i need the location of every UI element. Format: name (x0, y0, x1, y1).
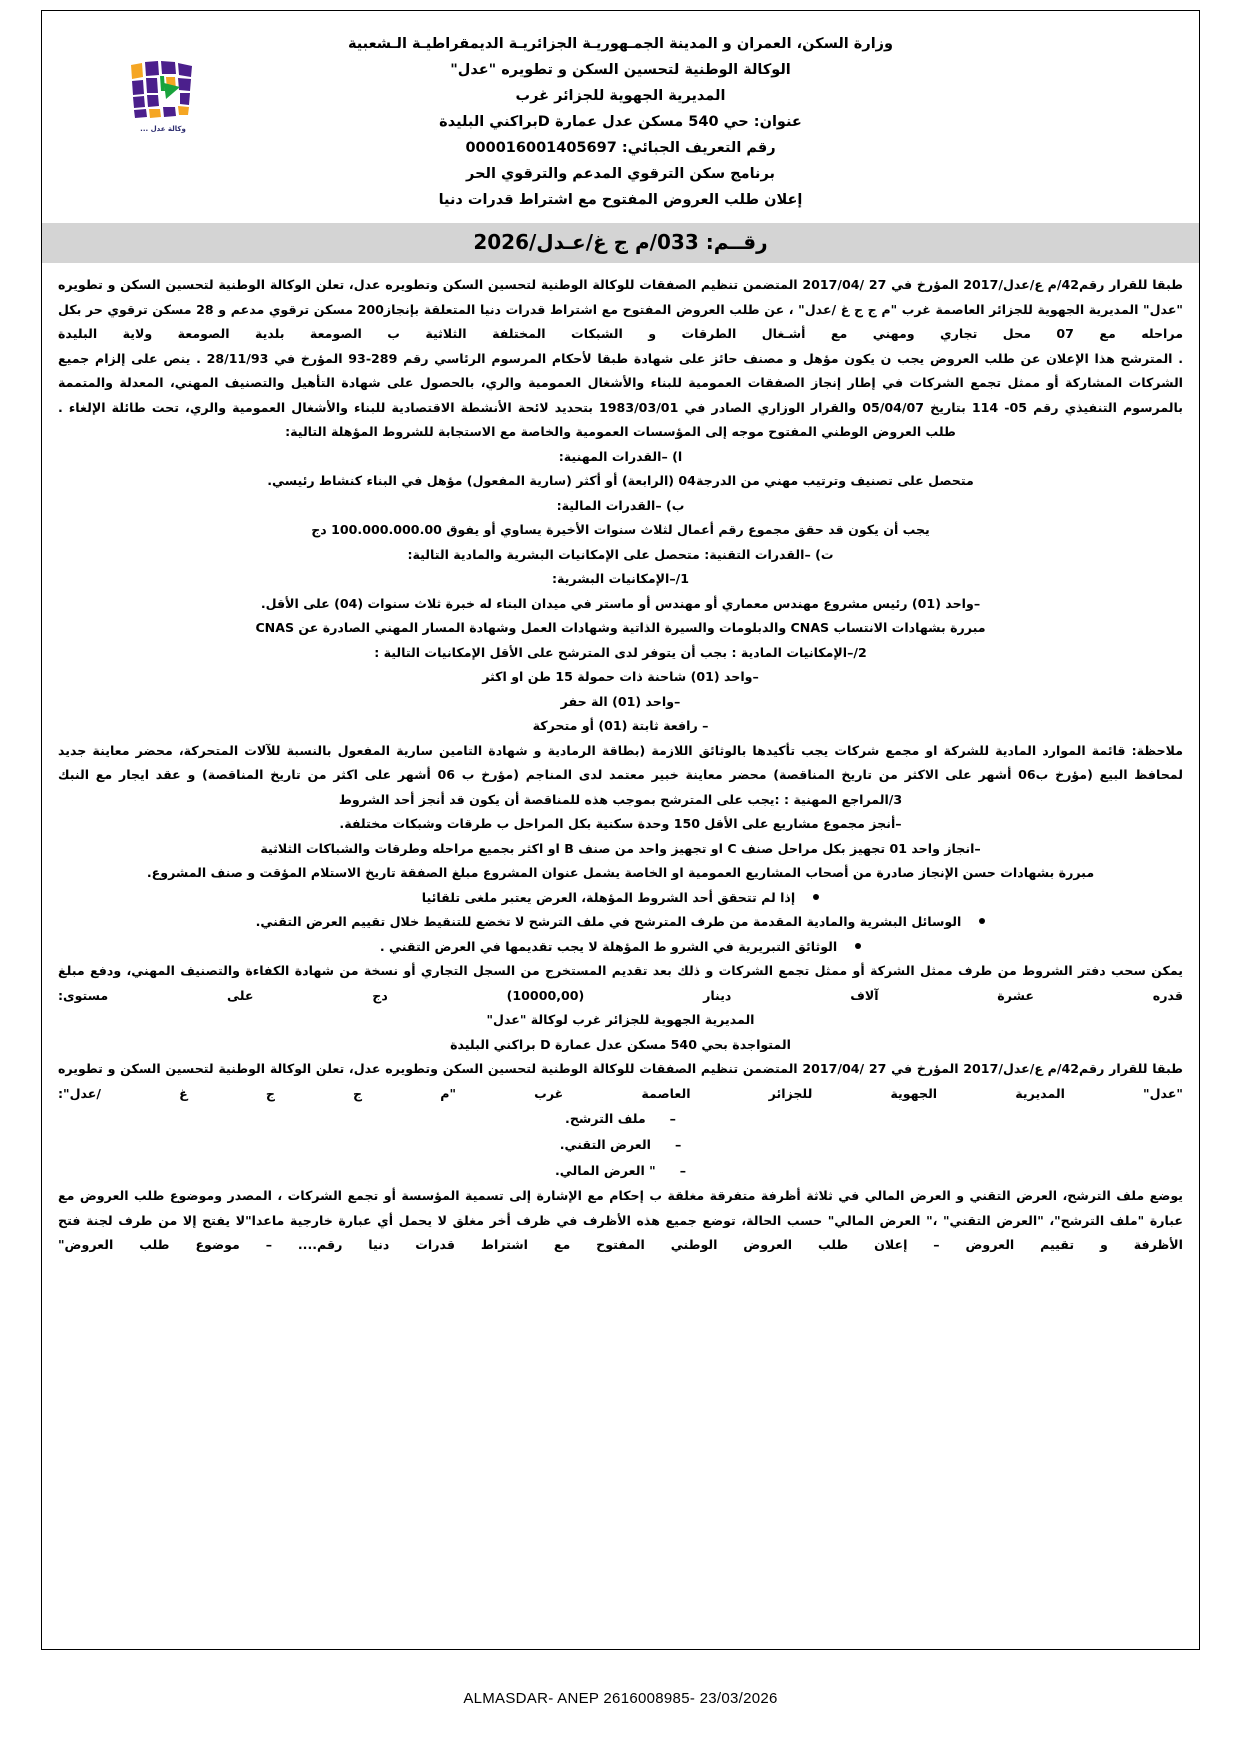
header-line-program: برنامج سكن الترقوي المدعم والترقوي الحر (466, 166, 775, 182)
agency-logo (120, 57, 206, 133)
pickup-address-line-1: المديرية الجهوية للجزائر غرب لوكالة "عدل" (486, 1012, 755, 1027)
bullet-text: الوثائق التبريرية في الشرو ط المؤهلة لا يجب تقديمها في العرض التقني . (379, 938, 838, 954)
section-c2-item-1: –واحد (01) شاحنة ذات حمولة 15 طن او اكثر (482, 669, 759, 684)
header-line-address: عنوان: حي 540 مسكن عدل عمارة Dبراكني البليدة (439, 114, 802, 130)
header-line-notice-type: إعلان طلب العروض المفتوح مع اشتراط قدرات دنيا (438, 192, 803, 208)
intro-paragraph-2: . المترشح هذا الإعلان عن طلب العروض يجب ن يكون مؤهل و مصنف حائز على شهادة طبقا لأحكام المرسوم الرئاسي رقم 289-93 المؤرخ في 28/11/93 . ينص على إلزام جميع الشركات المشاركة أو ممثل تجمع الشركات في إطار إنجاز الصفقات العمومية للبناء والأشغال العمومية والري، بالحصول على شهادة التأهيل والتصنيف المهني، المعدلة والمتممة بالمرسوم التنفيذي رقم 05- 114 بتاريخ 05/04/07 والقرار الوزاري الصادر في 1983/03/01 بتحديد لائحة الأنشطة الاقتصادية للبناء والأشغال العمومية والري، تحت طائلة الإلغاء . (58, 350, 1183, 415)
list-item (58, 1158, 1183, 1184)
section-c-title: ت) –القدرات التقنية: متحصل على الإمكانيات البشرية والمادية التالية: (407, 546, 834, 562)
list-item (58, 935, 1183, 960)
document-body (58, 273, 1183, 1258)
addressed-to-line: طلب العروض الوطني المفتوح موجه إلى المؤسسات العمومية والخاصة مع الاستجابة للشروط المؤهلة التالية: (285, 424, 956, 439)
header-line-directorate: المديرية الجهوية للجزائر غرب (515, 88, 726, 104)
section-c2-item-2: –واحد (01) الة حفر (560, 693, 681, 709)
list-item (58, 886, 1183, 911)
bullet-dot-icon (979, 918, 985, 924)
list-item (58, 1106, 1183, 1132)
header-line-ministry: وزارة السكن، العمران و المدينة الجمـهوريـة الجزائريـة الديمقراطيـة الـشعبية (347, 36, 894, 52)
section-3-title: 3/المراجع المهنية : :يجب على المترشح بموجب هذه للمناقصة أن يكون قد أنجز أحد الشروط (338, 791, 903, 807)
section-a-text: متحصل على تصنيف وترتيب مهني من الدرجة04 (الرابعة) أو أكثر (سارية المفعول) مؤهل في البناء كنشاط رئيسي. (267, 473, 974, 488)
header-line-tax-id: رقم التعريف الجبائي: 000016001405697 (465, 140, 776, 156)
section-c2-title: 2/–الإمكانيات المادية : بجب أن يتوفر لدى المترشح على الأقل الإمكانيات التالية : (374, 644, 867, 660)
final-submission-paragraph: يوضع ملف الترشح، العرض التقني و العرض المالي في ثلاثة أظرفة متفرقة مغلقة ب إحكام مع الإشارة إلى تسمية المؤسسة أو تجمع الشركات ، المصدر وموضوع طلب العروض مع عبارة "ملف الترشح"، "العرض التقني" ،" العرض المالي" حسب الحالة، توضع جميع هذه الأظرف في ظرف أخر مغلق لا يحمل أي عبارة خارجية ماعدا"لا يفتح إلا من طرف لجنة فتح الأظرفة و تقييم العروض – إعلان طلب العروض الوطني المفتوح مع اشتراط قدرات دنيا رقم.... – موضوع طلب العروض" (58, 1188, 1183, 1252)
withdraw-specification-paragraph: يمكن سحب دفتر الشروط من طرف ممثل الشركة أو ممثل تجمع الشركات و ذلك بعد تقديم المستخرج من السجل التجاري أو نسخة من شهادة الكفاءة والتصنيف المهني، ودفع مبلغ قدره عشرة آلاف دينار (10000,00) دج على مستوى: (58, 963, 1183, 1003)
bullet-text: الوسائل البشرية والمادية المقدمة من طرف المترشح في ملف الترشح لا تخضع للتنقيط خلال تقييم العرض التقني. (255, 914, 962, 929)
document-inner (42, 11, 1199, 1649)
logo-caption: وكالة عدل ... (140, 125, 186, 133)
material-resources-note: ملاحظة: قائمة الموارد المادية للشركة او مجمع شركات يجب تأكيدها بالوثائق اللازمة (بطاقة الرمادية و شهادة التامين سارية المفعول بالنسبة للآلات المتحركة، محضر معاينة جديد لمحافظ البيع (مؤرخ ب06 أشهر على الاكثر من تاريخ المناقصة) محضر معاينة خبير معتمد لدى المناجم (مؤرخ ب 06 أشهر على اكثر من تاريخ المناقصة) و عقد ايجار مع النبك (58, 742, 1183, 782)
tender-number-text: رقــم: 033/م ج غ/عـدل/2026 (473, 230, 768, 254)
conditions-bullet-list (58, 886, 1183, 960)
list-item (58, 910, 1183, 935)
section-c1-title: 1/–الإمكانيات البشرية: (551, 571, 690, 586)
aadl-mosaic-logo-icon (128, 57, 198, 123)
section-a-title: ا) –القدرات المهنية: (558, 448, 683, 464)
section-3-item-1: –أنجز مجموع مشاريع على الأقل 150 وحدة سكنية بكل المراحل ب طرقات وشبكات مختلفة. (339, 816, 902, 831)
bullet-text: إذا لم تتحقق أحد الشروط المؤهلة، العرض يعتبر ملغى تلقائيا (421, 889, 796, 905)
closing-decree-paragraph: طبقا للقرار رقم42/م ع/عدل/2017 المؤرخ في 27 /2017/04 المتضمن تنظيم الصفقات للوكالة الوطنية لتحسين السكن وتطويره عدل، تعلن الوكالة الوطنية لتحسين السكن و تطويره "عدل" المديرية الجهوية للجزائر العاصمة غرب "م ج ج غ /عدل": (58, 1061, 1183, 1101)
dash-marker: – (674, 1137, 682, 1152)
bullet-dot-icon (813, 894, 819, 900)
bullet-dot-icon (855, 943, 861, 949)
document-frame (41, 10, 1200, 1650)
document-header (58, 25, 1183, 217)
envelope-item-label: ملف الترشح. (565, 1111, 646, 1126)
section-c1-item-2: مبررة بشهادات الانتساب CNAS والدبلومات والسيرة الذاتية وشهادات العمل وشهادة المسار المهني الصادرة عن CNAS (255, 620, 986, 635)
intro-paragraph-1: طبقا للقرار رقم42/م ع/عدل/2017 المؤرخ في 27 /2017/04 المتضمن تنظيم الصفقات للوكالة الوطنية لتحسين السكن وتطويره عدل، تعلن الوكالة الوطنية لتحسين السكن و تطويره "عدل" المديرية الجهوية للجزائر العاصمة غرب "م ج ج غ /عدل" ، عن طلب العروض المفتوح مع اشتراط قدرات دنيا المتعلقة بإنجاز200 مسكن ترقوي مدعم و 28 مسكن ترقوي حر بكل مراحله مع 07 محل تجاري ومهني مع أشـغال الطرقات و الشبكات المختلفة الثلاثية ب الصومعة بلدية الصومعة ولاية البليدة (58, 277, 1183, 341)
envelope-item-label: " العرض المالي. (554, 1163, 656, 1178)
envelope-items-list (58, 1106, 1183, 1184)
section-3-item-3: مبررة بشهادات حسن الإنجاز صادرة من أصحاب المشاريع العمومية او الخاصة يشمل عنوان المشروع مبلغ الصفقة تاريخ الاستلام المؤقت و صنف المشروع. (146, 865, 1095, 880)
dash-marker: – (669, 1111, 676, 1126)
section-b-title: ب) –القدرات المالية: (556, 497, 685, 513)
pickup-address-line-2: المتواجدة بحي 540 مسكن عدل عمارة D براكني البليدة (450, 1036, 791, 1052)
tender-number-bar (42, 223, 1199, 263)
section-c2-item-3: – رافعة ثابتة (01) أو متحركة (532, 718, 709, 733)
section-3-item-2: –انجاز واحد 01 تجهيز بكل مراحل صنف C او تجهيز واحد من صنف B او اكثر بجميع مراحله وطرقات والشباكات الثلاثية (260, 840, 981, 856)
dash-marker: – (679, 1163, 687, 1178)
document-footer: ALMASDAR- ANEP 2616008985- 23/03/2026 (463, 1690, 778, 1707)
section-b-text: يجب أن يكون قد حقق مجموع رقم أعمال لثلاث سنوات الأخيرة يساوي أو يفوق 100.000.000.00 دج (311, 522, 930, 537)
header-line-agency: الوكالة الوطنية لتحسين السكن و تطويره "عدل" (450, 62, 791, 78)
section-c1-item-1: –واحد (01) رئيس مشروع مهندس معماري أو مهندس أو ماستر في ميدان البناء له خبرة ثلاث سنوات (04) على الأقل. (260, 595, 981, 611)
envelope-item-label: العرض التقني. (559, 1137, 651, 1152)
list-item (58, 1132, 1183, 1158)
